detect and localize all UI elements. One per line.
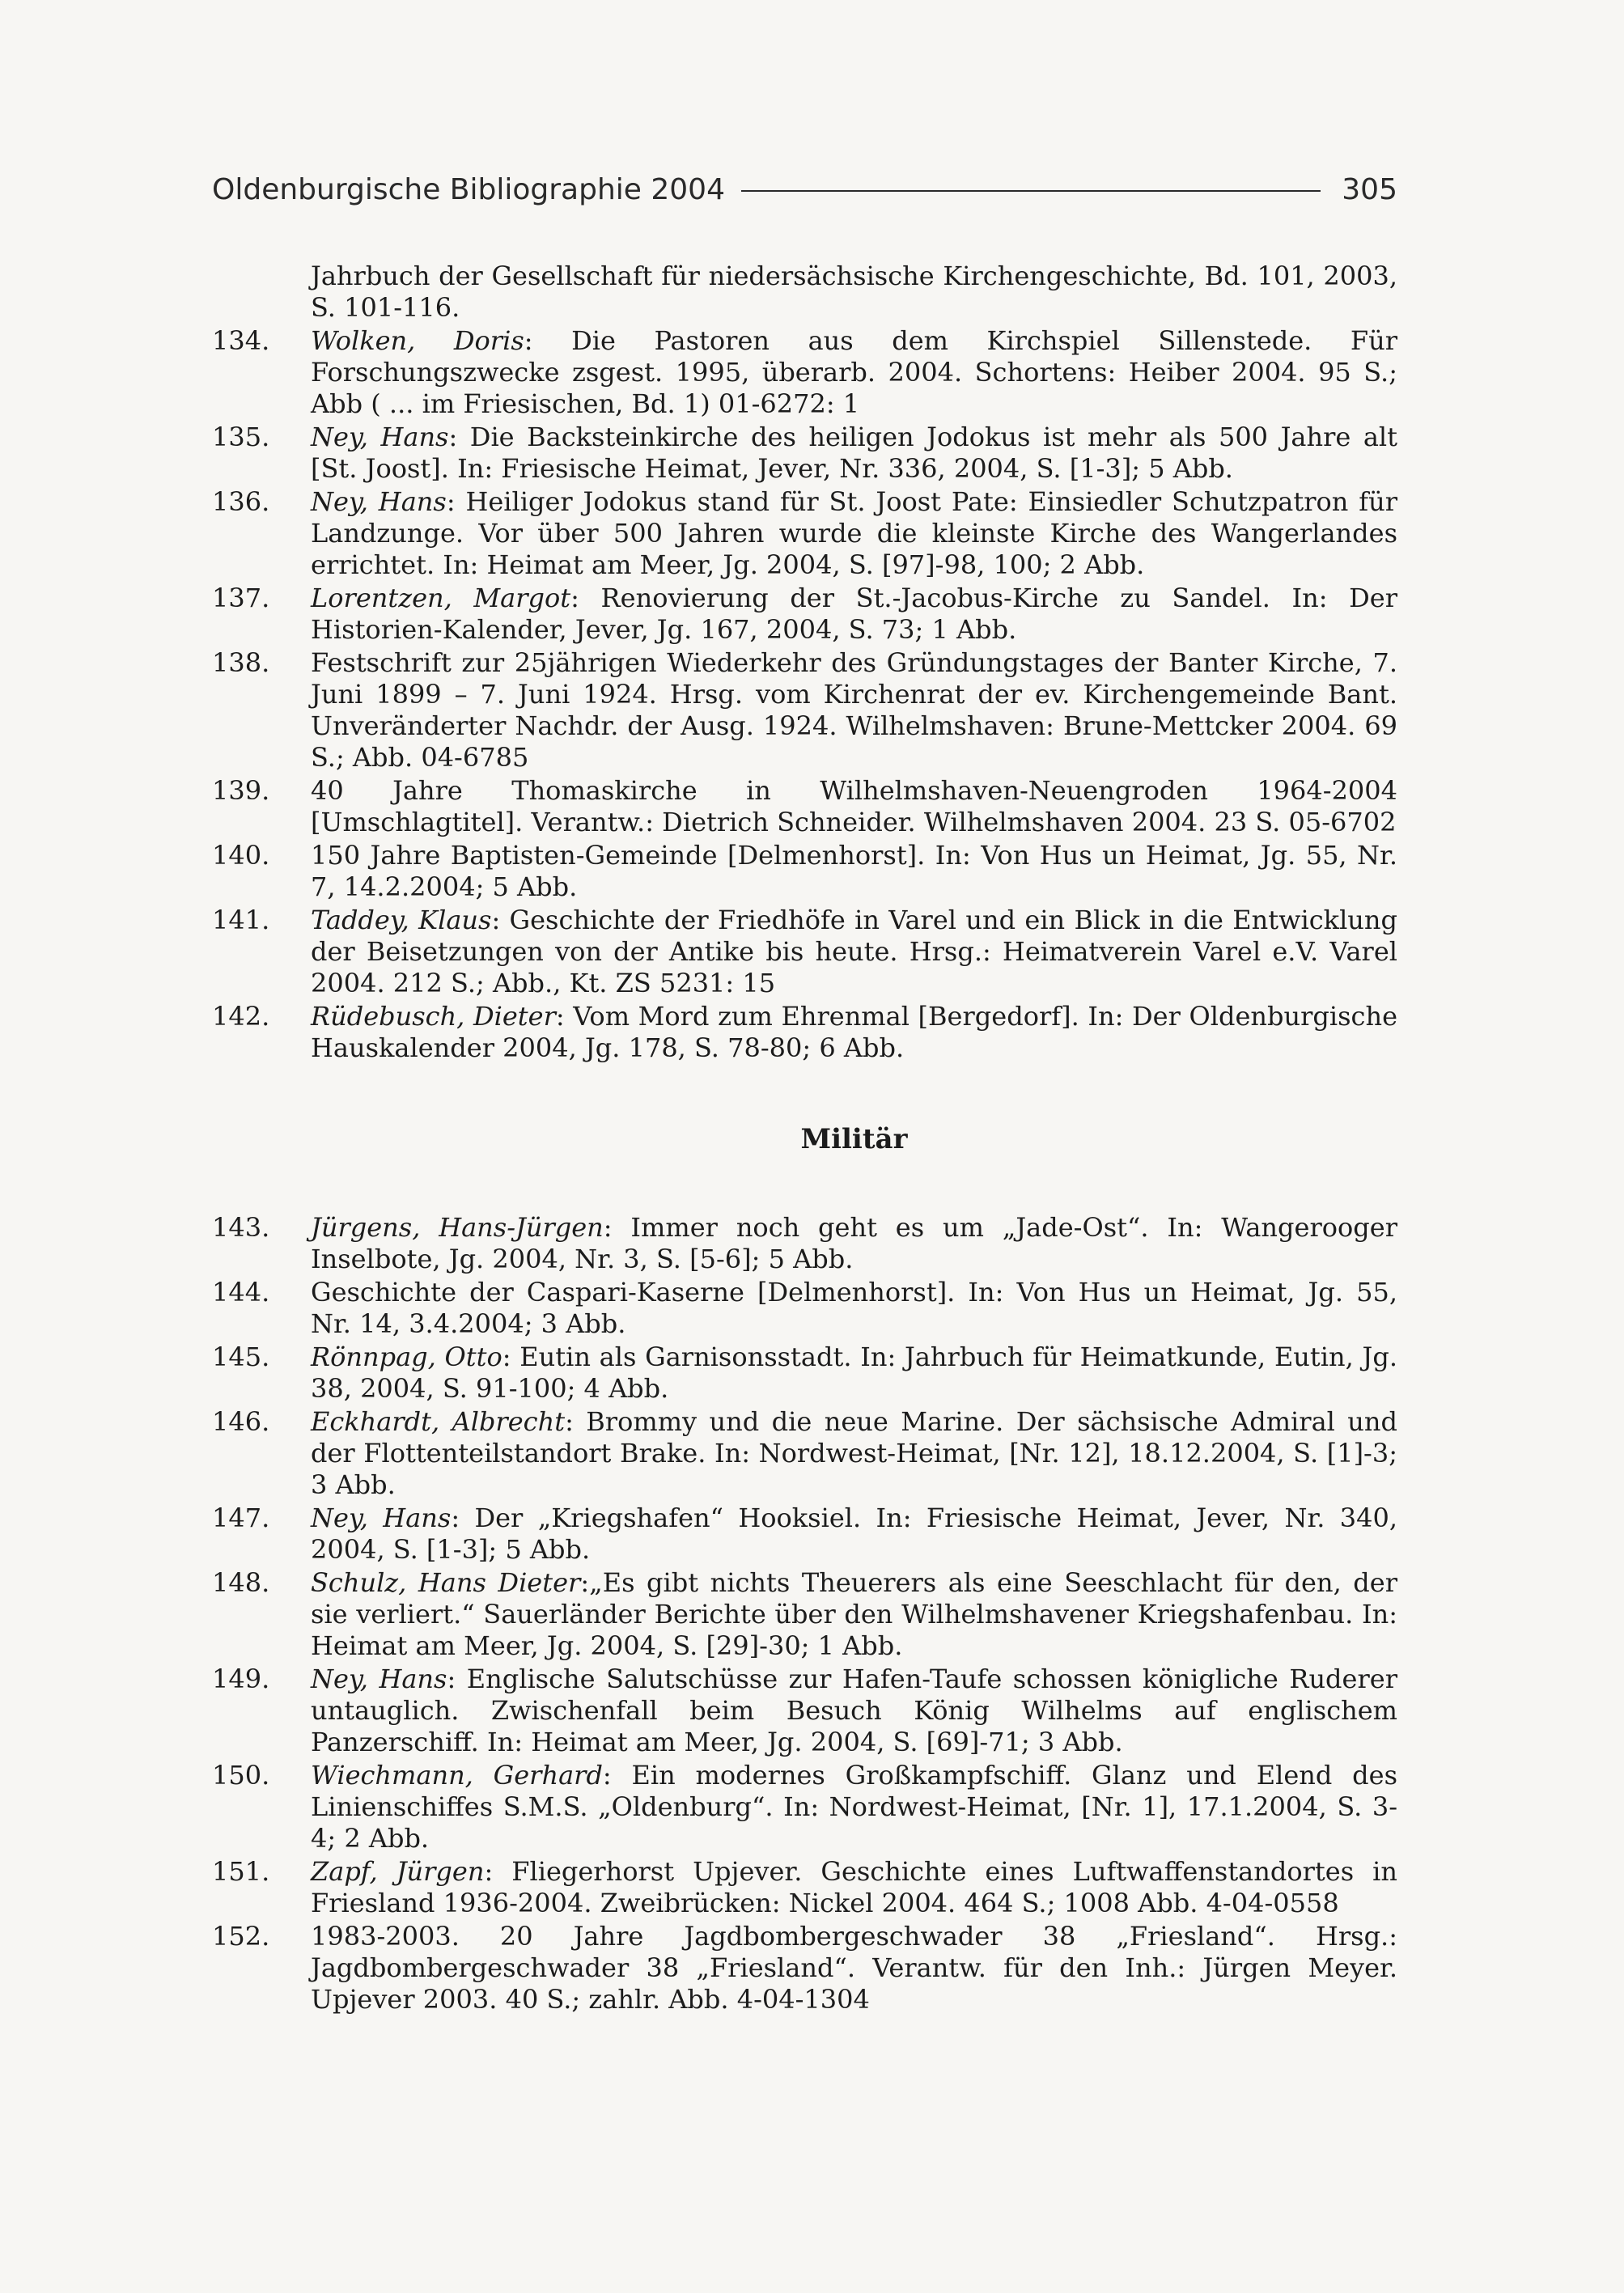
entry-text: 150 Jahre Baptisten-Gemeinde [Delmenhorst]. In: Von Hus un Heimat, Jg. 55, Nr. 7, 14.2.2004; 5 Abb. [311, 840, 1397, 902]
entry-text: : Der „Kriegshafen“ Hooksiel. In: Friesische Heimat, Jever, Nr. 340, 2004, S. [1-3]; 5 Abb. [311, 1503, 1398, 1565]
entry-body [311, 647, 1397, 774]
entry-text: : Immer noch geht es um „Jade-Ost“. In: Wangerooger Inselbote, Jg. 2004, Nr. 3, S. [5-6]; 5 Abb. [311, 1212, 1398, 1274]
bibliography-entry [212, 905, 1397, 999]
bibliography-entry [212, 1406, 1397, 1501]
entry-list-church [212, 325, 1397, 1064]
entry-text: : Die Backsteinkirche des heiligen Jodokus ist mehr als 500 Jahre alt [St. Joost]. In: Friesische Heimat, Jever, Nr. 336, 2004, S. [1-3]; 5 Abb. [311, 422, 1398, 484]
bibliography-entry [212, 1856, 1397, 1919]
bibliography-entry [212, 486, 1397, 581]
entry-author: Jürgens, Hans-Jürgen [311, 1212, 604, 1243]
entry-number: 151. [212, 1856, 270, 1887]
entry-body [311, 486, 1397, 581]
section-heading-militaer: Militär [800, 1123, 908, 1155]
bibliography-entry [212, 1212, 1397, 1275]
bibliography-entry [212, 775, 1397, 838]
entry-author: Eckhardt, Albrecht [311, 1406, 566, 1437]
entry-body [311, 325, 1397, 420]
entry-author: Taddey, Klaus [311, 905, 492, 935]
entry-number: 146. [212, 1406, 270, 1437]
entry-author: Rönnpag, Otto [311, 1341, 502, 1372]
entry-author: Wolken, Doris [311, 325, 524, 356]
bibliography-entry [212, 1921, 1397, 2015]
entry-body [311, 905, 1397, 999]
bibliography-entry [212, 1001, 1397, 1064]
entry-number: 150. [212, 1760, 270, 1791]
entry-author: Ney, Hans [311, 486, 447, 517]
entry-body [311, 1567, 1397, 1662]
entry-author: Lorentzen, Margot [311, 583, 571, 613]
bibliography-entry [212, 1277, 1397, 1340]
entry-body [311, 1212, 1397, 1275]
entry-text: :„Es gibt nichts Theuerers als eine Seeschlacht für den, der sie verliert.“ Sauerländer Berichte über den Wilhelmshavener Kriegshafenbau. In: Heimat am Meer, Jg. 2004, S. [29]-30; 1 Abb. [311, 1567, 1398, 1661]
entry-body [311, 775, 1397, 838]
entry-number: 145. [212, 1341, 270, 1372]
bibliography-entry [212, 1341, 1397, 1405]
entry-text: 1983-2003. 20 Jahre Jagdbombergeschwader 38 „Friesland“. Hrsg.: Jagdbombergeschwader 38 „Friesland“. Verantw. für den Inh.: Jürgen Meyer. Upjever 2003. 40 S.; zahlr. Abb. 4-04-1304 [311, 1921, 1397, 2015]
entry-body [311, 1921, 1397, 2015]
bibliography-entry [212, 1503, 1397, 1566]
bibliography-entry [212, 422, 1397, 485]
running-header [212, 165, 1397, 214]
entry-author: Ney, Hans [311, 422, 449, 452]
entry-number: 142. [212, 1001, 270, 1032]
entry-number: 134. [212, 325, 270, 356]
entry-number: 144. [212, 1277, 270, 1308]
entry-number: 143. [212, 1212, 270, 1243]
entry-body [311, 422, 1397, 485]
entry-number: 138. [212, 647, 270, 678]
entry-text: Geschichte der Caspari-Kaserne [Delmenhorst]. In: Von Hus un Heimat, Jg. 55, Nr. 14, 3.4.2004; 3 Abb. [311, 1277, 1397, 1339]
entry-text: 40 Jahre Thomaskirche in Wilhelmshaven-Neuengroden 1964-2004 [Umschlagtitel]. Verantw.: Dietrich Schneider. Wilhelmshaven 2004. 23 S. 05-6702 [311, 775, 1397, 837]
entry-body [311, 1856, 1397, 1919]
entry-author: Ney, Hans [311, 1503, 452, 1533]
entry-number: 147. [212, 1503, 270, 1533]
entry-text: : Eutin als Garnisonsstadt. In: Jahrbuch für Heimatkunde, Eutin, Jg. 38, 2004, S. 91-100; 4 Abb. [311, 1341, 1398, 1404]
entry-text: : Ein modernes Großkampfschiff. Glanz und Elend des Linienschiffes S.M.S. „Oldenburg“. In: Nordwest-Heimat, [Nr. 1], 17.1.2004, S. 3-4; 2 Abb. [311, 1760, 1397, 1854]
entry-body [311, 1001, 1397, 1064]
entry-author: Ney, Hans [311, 1664, 447, 1694]
entry-text: : Vom Mord zum Ehrenmal [Bergedorf]. In: Der Oldenburgische Hauskalender 2004, Jg. 178, S. 78-80; 6 Abb. [311, 1001, 1398, 1063]
entry-author: Zapf, Jürgen [311, 1856, 485, 1887]
entry-number: 148. [212, 1567, 270, 1598]
entry-body [311, 1341, 1397, 1405]
entry-text: : Englische Salutschüsse zur Hafen-Taufe schossen königliche Ruderer untauglich. Zwischenfall beim Besuch König Wilhelms auf englischem Panzerschiff. In: Heimat am Meer, Jg. 2004, S. [69]-71; 3 Abb. [311, 1664, 1398, 1757]
header-rule [741, 190, 1321, 192]
entry-text: : Die Pastoren aus dem Kirchspiel Sillenstede. Für Forschungszwecke zsgest. 1995, überarb. 2004. Schortens: Heiber 2004. 95 S.; Abb ( ... im Friesischen, Bd. 1) 01-6272: 1 [311, 325, 1397, 419]
entry-text: : Renovierung der St.-Jacobus-Kirche zu Sandel. In: Der Historien-Kalender, Jever, Jg. 167, 2004, S. 73; 1 Abb. [311, 583, 1397, 645]
entry-text: : Heiliger Jodokus stand für St. Joost Pate: Einsiedler Schutzpatron für Landzunge. Vor über 500 Jahren wurde die kleinste Kirche des Wangerlandes errichtet. In: Heimat am Meer, Jg. 2004, S. [97]-98, 100; 2 Abb. [311, 486, 1398, 580]
entry-number: 141. [212, 905, 270, 935]
entry-author: Schulz, Hans Dieter [311, 1567, 581, 1598]
header-title: Oldenburgische Bibliographie 2004 [212, 172, 725, 206]
entry-text: : Fliegerhorst Upjever. Geschichte eines Luftwaffenstandortes in Friesland 1936-2004. Zweibrücken: Nickel 2004. 464 S.; 1008 Abb. 4-04-0558 [311, 1856, 1398, 1918]
continuation-text: Jahrbuch der Gesellschaft für niedersächsische Kirchengeschichte, Bd. 101, 2003, S. 101-116. [311, 261, 1397, 323]
entry-body [311, 1664, 1397, 1758]
entry-author: Rüdebusch, Dieter [311, 1001, 556, 1032]
continuation-entry [212, 261, 1397, 324]
entry-text: : Geschichte der Friedhöfe in Varel und ein Blick in die Entwicklung der Beisetzungen von der Antike bis heute. Hrsg.: Heimatverein Varel e.V. Varel 2004. 212 S.; Abb., Kt. ZS 5231: 15 [311, 905, 1398, 998]
entry-body [311, 583, 1397, 646]
bibliography-entry [212, 840, 1397, 903]
entry-number: 135. [212, 422, 270, 452]
entry-body [311, 840, 1397, 903]
bibliography-entry [212, 1760, 1397, 1854]
entry-body [311, 1760, 1397, 1854]
page-number: 305 [1342, 172, 1397, 206]
bibliography-content [212, 261, 1397, 2017]
entry-number: 139. [212, 775, 270, 806]
entry-list-military [212, 1212, 1397, 2015]
entry-author: Wiechmann, Gerhard [311, 1760, 603, 1791]
entry-body [311, 1277, 1397, 1340]
bibliography-entry [212, 583, 1397, 646]
entry-number: 136. [212, 486, 270, 517]
bibliography-entry [212, 1567, 1397, 1662]
entry-number: 149. [212, 1664, 270, 1694]
entry-body [311, 1406, 1397, 1501]
bibliography-entry [212, 325, 1397, 420]
entry-number: 137. [212, 583, 270, 613]
entry-text: : Brommy und die neue Marine. Der sächsische Admiral und der Flottenteilstandort Brake. In: Nordwest-Heimat, [Nr. 12], 18.12.2004, S. [1]-3; 3 Abb. [311, 1406, 1398, 1500]
entry-number: 140. [212, 840, 270, 871]
entry-body [311, 1503, 1397, 1566]
bibliography-entry [212, 647, 1397, 774]
bibliography-entry [212, 1664, 1397, 1758]
entry-text: Festschrift zur 25jährigen Wiederkehr des Gründungstages der Banter Kirche, 7. Juni 1899 – 7. Juni 1924. Hrsg. vom Kirchenrat der ev. Kirchengemeinde Bant. Unveränderter Nachdr. der Ausg. 1924. Wilhelmshaven: Brune-Mettcker 2004. 69 S.; Abb. 04-6785 [311, 647, 1397, 773]
entry-number: 152. [212, 1921, 270, 1952]
